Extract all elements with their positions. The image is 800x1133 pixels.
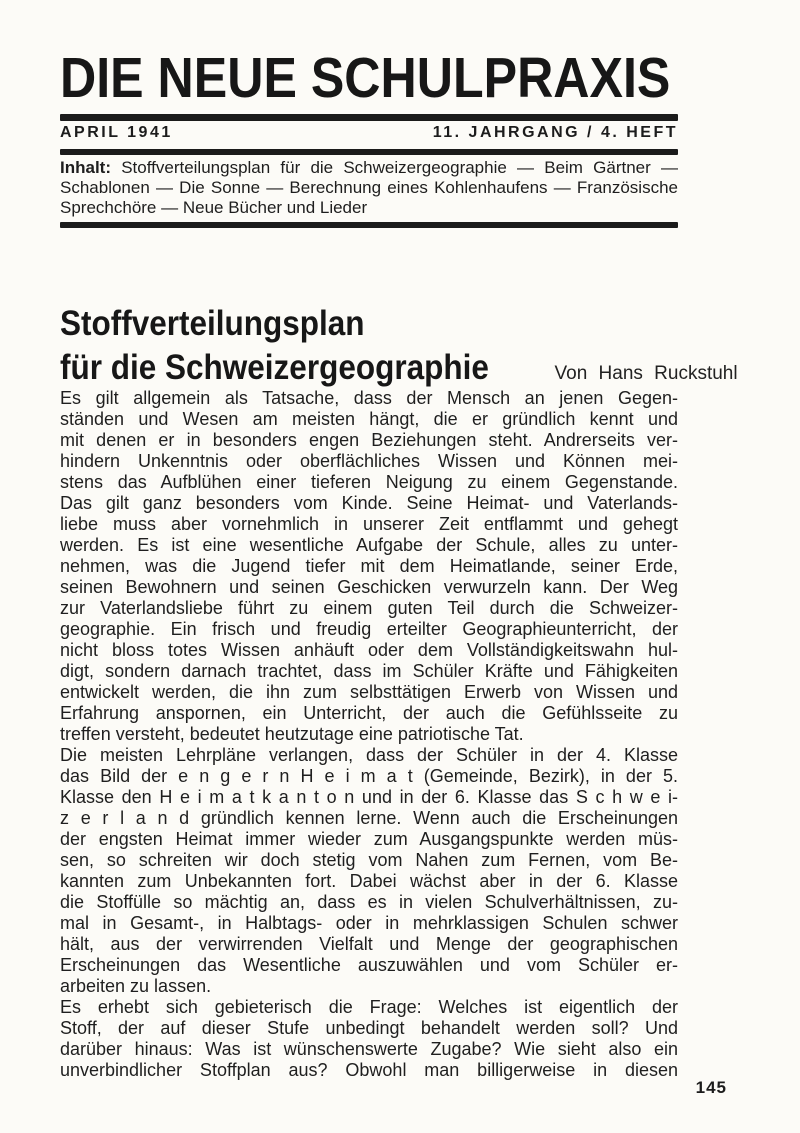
body-text-line: mal in Gesamt-, in Halbtags- oder in mehrklassigen Schulen schwer	[60, 913, 678, 933]
body-text-line: das Bild der e n g e r n H e i m a t (Gemeinde, Bezirk), in der 5.	[60, 766, 678, 786]
page-footer	[60, 1078, 727, 1098]
article-title-line2: für die Schweizergeographie	[60, 348, 489, 387]
body-text-line: Es gilt allgemein als Tatsache, dass der Mensch an jenen Gegen-	[60, 388, 678, 408]
contents-block	[60, 158, 678, 218]
body-text-line: nicht bloss totes Wissen anhäuft oder dem Vollständigkeitswahn hul-	[60, 640, 678, 660]
divider-rule-bottom	[60, 222, 678, 228]
body-text-line: Stoff, der auf dieser Stufe unbedingt behandelt werden soll? Und	[60, 1018, 678, 1038]
contents-label: Inhalt:	[60, 158, 111, 177]
body-text-line: digt, sondern darnach trachtet, dass im Schüler Kräfte und Fähigkeiten	[60, 661, 678, 681]
body-text-line: z e r l a n d gründlich kennen lerne. Wenn auch die Erscheinungen	[60, 808, 678, 828]
issue-volume: 11. JAHRGANG / 4. HEFT	[432, 124, 678, 141]
body-text-line: arbeiten zu lassen.	[60, 976, 212, 996]
body-text-line: geographie. Ein frisch und freudig erteilter Geographieunterricht, der	[60, 619, 678, 639]
body-text-line: Die meisten Lehrpläne verlangen, dass der Schüler in der 4. Klasse	[60, 745, 678, 765]
body-text-line: hält, aus der verwirrenden Vielfalt und Menge der geographischen	[60, 934, 678, 954]
contents-line-text: Stoffverteilungsplan für die Schweizergeographie — Beim Gärtner —	[121, 158, 678, 177]
article-byline: Von Hans Ruckstuhl	[554, 363, 738, 384]
body-text-line: Erfahrung anspornen, ein Unterricht, der auch die Gefühlsseite zu	[60, 703, 678, 723]
body-text-line: Das gilt ganz besonders vom Kinde. Seine Heimat- und Vaterlands-	[60, 493, 678, 513]
contents-line: Sprechchöre — Neue Bücher und Lieder	[60, 198, 368, 217]
divider-rule-top	[60, 114, 678, 121]
contents-line: Schablonen — Die Sonne — Berechnung eines Kohlenhaufens — Französische	[60, 178, 678, 197]
article-body	[60, 388, 678, 1081]
contents-more-lines	[60, 178, 678, 218]
body-text-line: die Stoffülle so mächtig an, dass es in vielen Schulverhältnissen, zu-	[60, 892, 678, 912]
issue-row	[60, 124, 678, 142]
article-title-block	[60, 302, 760, 390]
body-text-line: liebe muss aber vornehmlich in unserer Zeit entflammt und gehegt	[60, 514, 678, 534]
body-text-line: kannten zum Unbekannten fort. Dabei wächst aber in der 6. Klasse	[60, 871, 678, 891]
body-text-line: zur Vaterlandsliebe führt zu einem guten Teil durch die Schweizer-	[60, 598, 678, 618]
body-text-line: hindern Unkenntnis oder oberflächliches Wissen und Können mei-	[60, 451, 678, 471]
contents-line	[60, 158, 678, 178]
page-number: 145	[695, 1078, 727, 1097]
article-title-row	[60, 346, 760, 390]
issue-date: APRIL 1941	[60, 124, 173, 141]
body-text-line: ständen und Wesen am meisten hängt, die er gründlich kennt und	[60, 409, 678, 429]
body-text-line: mit denen er in besonders engen Beziehungen steht. Andrerseits ver-	[60, 430, 678, 450]
body-text-line: stens das Aufblühen einer tieferen Neigung zu einem Gegenstande.	[60, 472, 678, 492]
body-text-line: seinen Bewohnern und seinen Geschicken verwurzeln kann. Der Weg	[60, 577, 678, 597]
body-text-line: darüber hinaus: Was ist wünschenswerte Zugabe? Wie sieht also ein	[60, 1039, 678, 1059]
body-text-line: Erscheinungen das Wesentliche auszuwählen und vom Schüler er-	[60, 955, 678, 975]
body-text-line: werden. Es ist eine wesentliche Aufgabe der Schule, alles zu unter-	[60, 535, 678, 555]
body-text-line: Klasse den H e i m a t k a n t o n und in der 6. Klasse das S c h w e i-	[60, 787, 678, 807]
article-title-line1: Stoffverteilungsplan	[60, 304, 365, 343]
magazine-title: DIE NEUE SCHULPRAXIS	[60, 46, 671, 110]
body-text-line: nehmen, was die Jugend tiefer mit dem Heimatlande, seiner Erde,	[60, 556, 678, 576]
body-text-line: der engsten Heimat immer wieder zum Ausgangspunkte werden müs-	[60, 829, 678, 849]
body-text-line: sen, so schreiten wir doch stetig vom Nahen zum Fernen, vom Be-	[60, 850, 678, 870]
body-text-line: treffen versteht, bedeutet heutzutage eine patriotische Tat.	[60, 724, 524, 744]
body-text-line: entwickelt werden, die ihn zum selbsttätigen Erwerb von Wissen und	[60, 682, 678, 702]
divider-rule-middle	[60, 149, 678, 155]
body-text-line: Es erhebt sich gebieterisch die Frage: Welches ist eigentlich der	[60, 997, 678, 1017]
body-text-line: unverbindlicher Stoffplan aus? Obwohl man billigerweise in diesen	[60, 1060, 678, 1080]
